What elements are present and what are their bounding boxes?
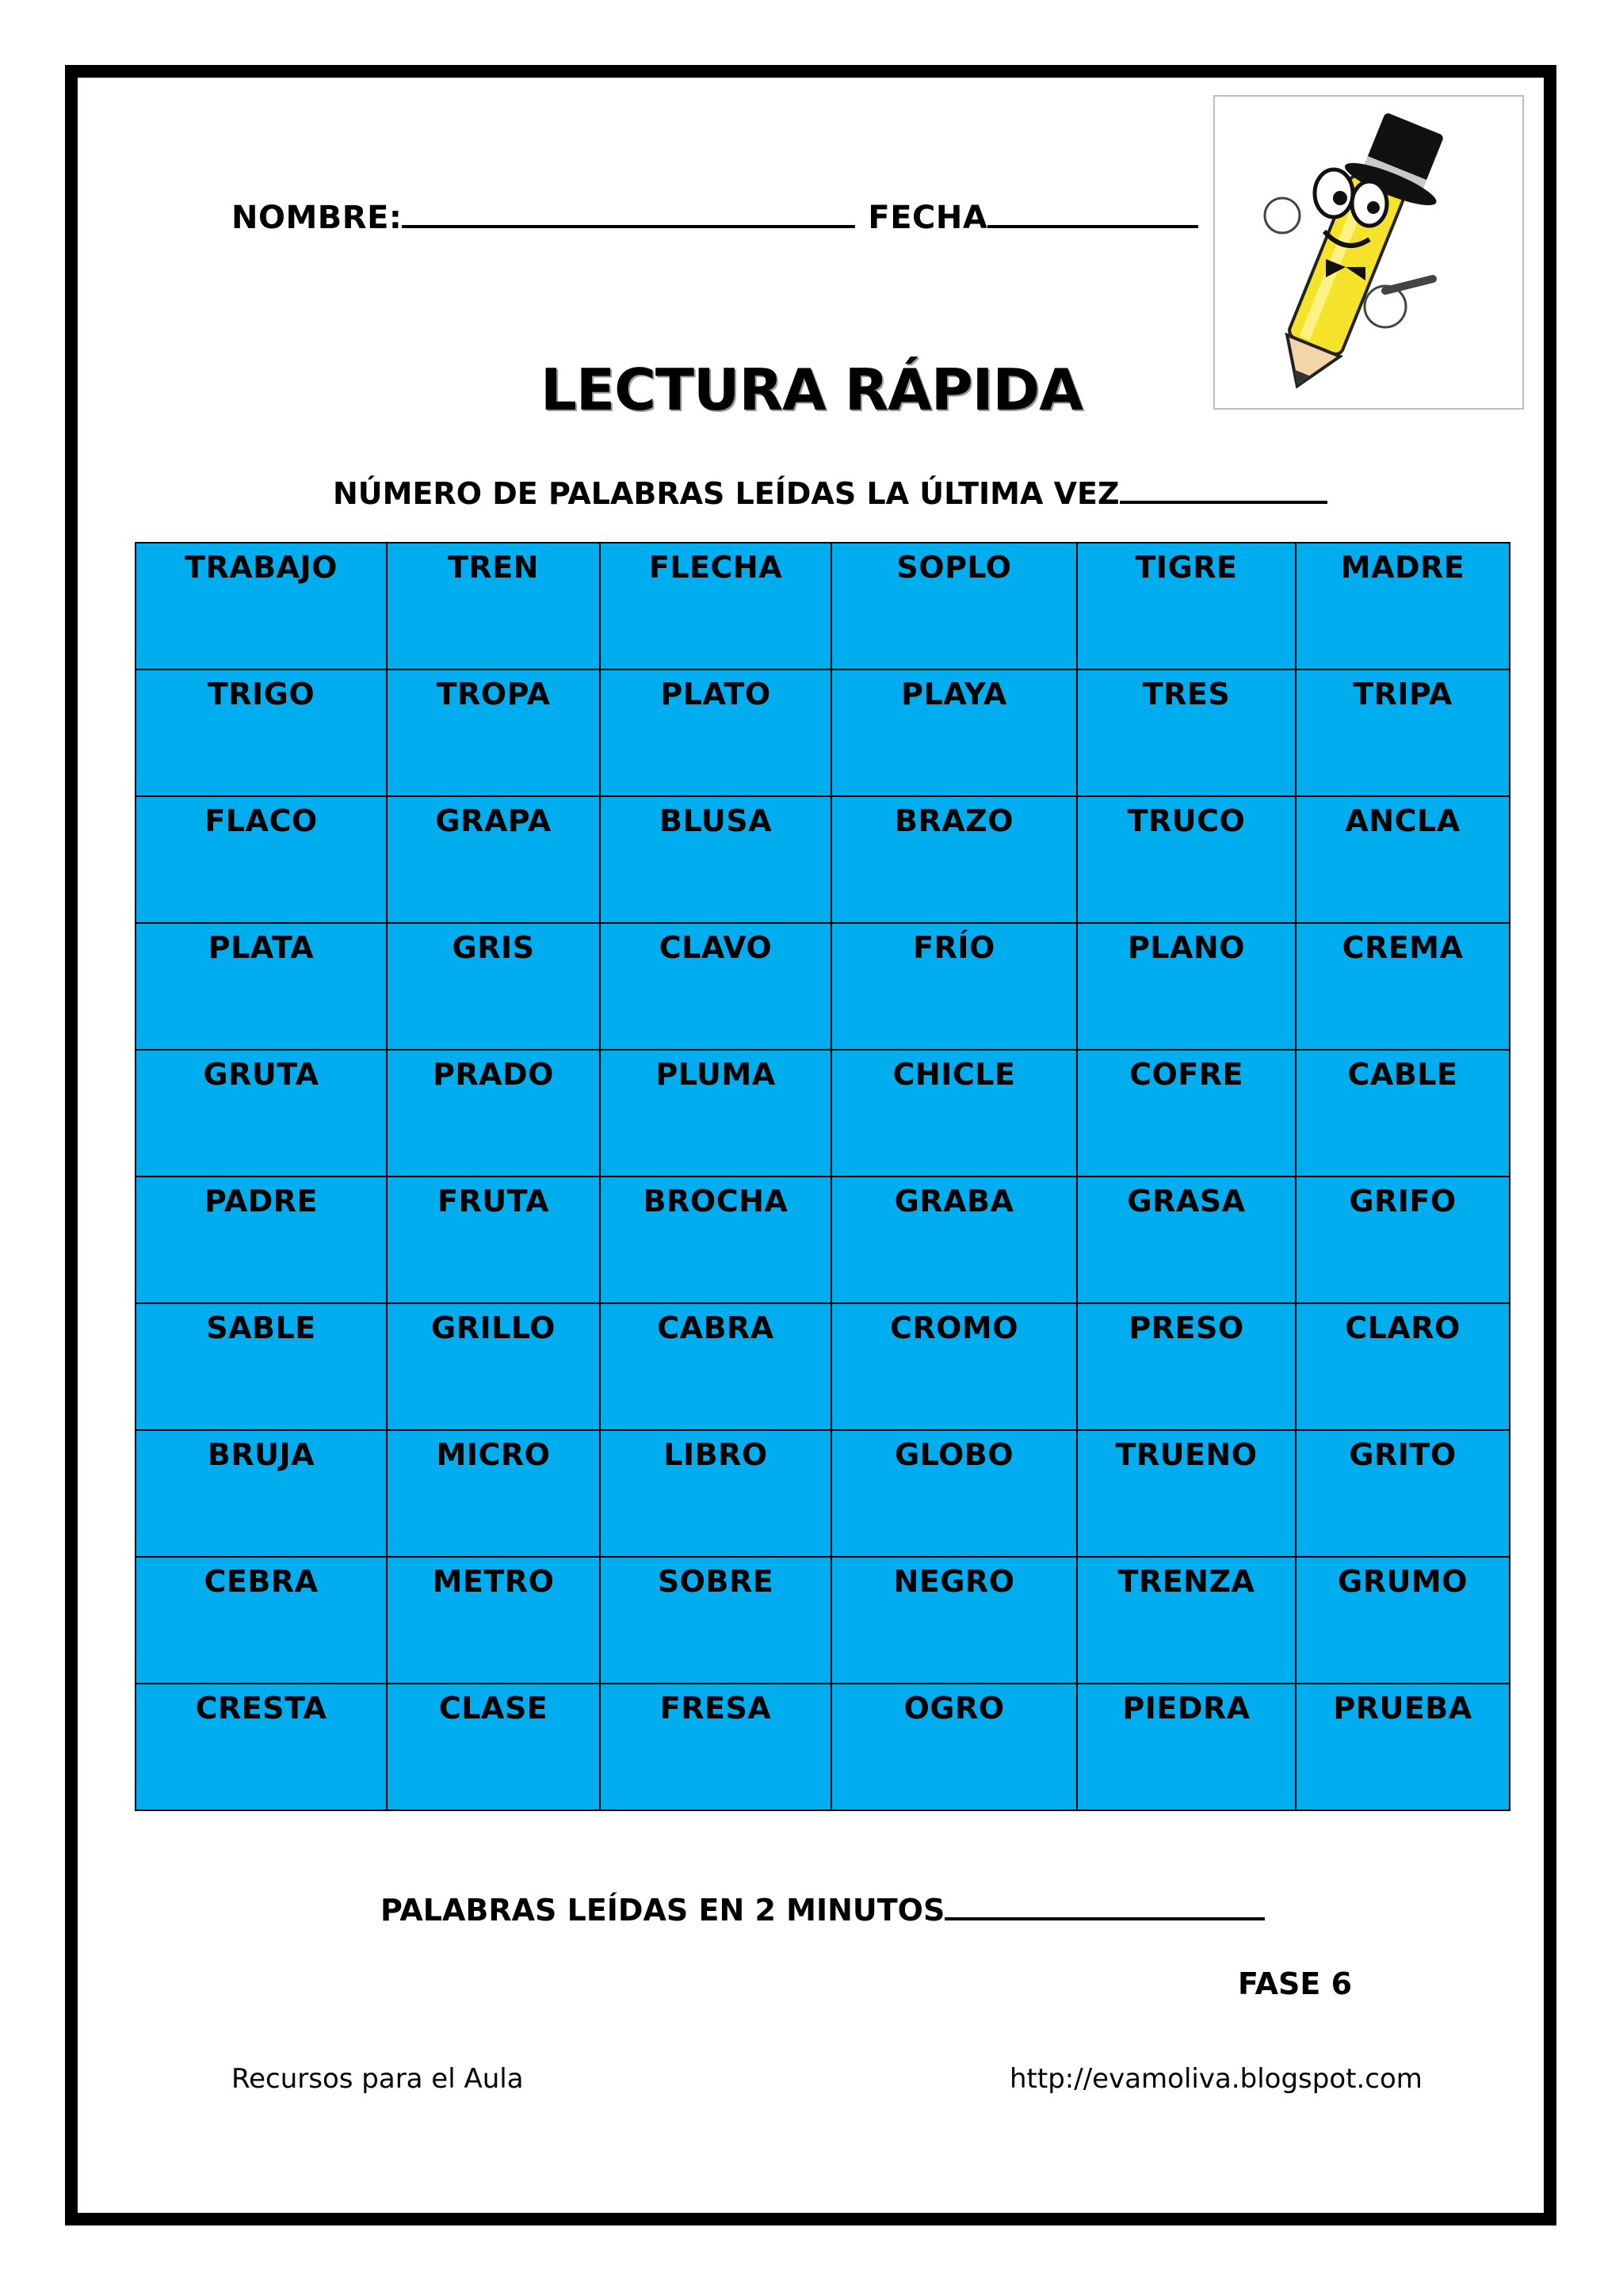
word-row	[136, 1684, 1510, 1810]
words-read-label: PALABRAS LEÍDAS EN 2 MINUTOS	[380, 1893, 945, 1928]
word-cell: TRES	[1077, 669, 1296, 796]
word-cell: FRÍO	[831, 923, 1077, 1050]
word-cell: PRADO	[387, 1050, 600, 1177]
word-cell: TRENZA	[1077, 1557, 1296, 1684]
word-cell: CLARO	[1296, 1303, 1510, 1430]
word-cell: TROPA	[387, 669, 600, 796]
word-cell: SABLE	[136, 1303, 387, 1430]
word-cell: TRUENO	[1077, 1430, 1296, 1557]
phase-label: FASE 6	[1238, 1966, 1353, 2001]
word-cell: FRESA	[600, 1684, 831, 1810]
word-row	[136, 1430, 1510, 1557]
word-cell: SOBRE	[600, 1557, 831, 1684]
word-cell: COFRE	[1077, 1050, 1296, 1177]
word-cell: PADRE	[136, 1177, 387, 1303]
word-cell: GRIS	[387, 923, 600, 1050]
word-cell: GRUMO	[1296, 1557, 1510, 1684]
word-row	[136, 1303, 1510, 1430]
word-cell: PRUEBA	[1296, 1684, 1510, 1810]
word-cell: PLUMA	[600, 1050, 831, 1177]
word-cell: PLAYA	[831, 669, 1077, 796]
word-cell: CHICLE	[831, 1050, 1077, 1177]
word-cell: BRAZO	[831, 796, 1077, 923]
footer-url: http://evamoliva.blogspot.com	[1010, 2063, 1423, 2095]
word-cell: CLASE	[387, 1684, 600, 1810]
word-cell: PRESO	[1077, 1303, 1296, 1430]
word-cell: MICRO	[387, 1430, 600, 1557]
word-cell: CABLE	[1296, 1050, 1510, 1177]
word-cell: TREN	[387, 543, 600, 669]
words-read-line	[380, 1889, 1265, 1928]
word-cell: BROCHA	[600, 1177, 831, 1303]
word-cell: TRIGO	[136, 669, 387, 796]
name-label: NOMBRE:	[231, 200, 403, 236]
word-cell: PLATA	[136, 923, 387, 1050]
page-title: LECTURA RÁPIDA	[540, 357, 1083, 423]
word-cell: CABRA	[600, 1303, 831, 1430]
name-date-line	[231, 196, 1198, 236]
word-cell: GRUTA	[136, 1050, 387, 1177]
last-time-line	[333, 472, 1327, 511]
word-row	[136, 796, 1510, 923]
word-cell: TIGRE	[1077, 543, 1296, 669]
word-cell: METRO	[387, 1557, 600, 1684]
date-field[interactable]	[987, 196, 1198, 228]
word-row	[136, 1050, 1510, 1177]
word-cell: GRILLO	[387, 1303, 600, 1430]
word-cell: CRESTA	[136, 1684, 387, 1810]
word-cell: OGRO	[831, 1684, 1077, 1810]
word-cell: PIEDRA	[1077, 1684, 1296, 1810]
word-cell: FLECHA	[600, 543, 831, 669]
word-cell: TRABAJO	[136, 543, 387, 669]
word-cell: BLUSA	[600, 796, 831, 923]
word-cell: CREMA	[1296, 923, 1510, 1050]
word-cell: GRABA	[831, 1177, 1077, 1303]
word-row	[136, 923, 1510, 1050]
word-cell: GRITO	[1296, 1430, 1510, 1557]
word-cell: CROMO	[831, 1303, 1077, 1430]
last-time-label: NÚMERO DE PALABRAS LEÍDAS LA ÚLTIMA VEZ	[333, 476, 1120, 511]
date-label: FECHA	[868, 200, 988, 236]
word-cell: CLAVO	[600, 923, 831, 1050]
word-cell: NEGRO	[831, 1557, 1077, 1684]
word-cell: PLANO	[1077, 923, 1296, 1050]
word-row	[136, 1557, 1510, 1684]
word-row	[136, 543, 1510, 669]
word-cell: FRUTA	[387, 1177, 600, 1303]
last-time-field[interactable]	[1120, 472, 1327, 504]
word-cell: GRIFO	[1296, 1177, 1510, 1303]
word-cell: ANCLA	[1296, 796, 1510, 923]
word-cell: GLOBO	[831, 1430, 1077, 1557]
word-cell: SOPLO	[831, 543, 1077, 669]
words-read-field[interactable]	[945, 1889, 1265, 1920]
word-row	[136, 669, 1510, 796]
word-cell: GRAPA	[387, 796, 600, 923]
word-cell: FLACO	[136, 796, 387, 923]
footer-source: Recursos para el Aula	[231, 2063, 524, 2095]
word-cell: TRIPA	[1296, 669, 1510, 796]
word-cell: PLATO	[600, 669, 831, 796]
word-row	[136, 1177, 1510, 1303]
word-cell: MADRE	[1296, 543, 1510, 669]
word-grid	[135, 542, 1510, 1811]
word-cell: GRASA	[1077, 1177, 1296, 1303]
word-cell: CEBRA	[136, 1557, 387, 1684]
word-cell: TRUCO	[1077, 796, 1296, 923]
word-cell: BRUJA	[136, 1430, 387, 1557]
name-field[interactable]	[402, 196, 855, 228]
word-cell: LIBRO	[600, 1430, 831, 1557]
